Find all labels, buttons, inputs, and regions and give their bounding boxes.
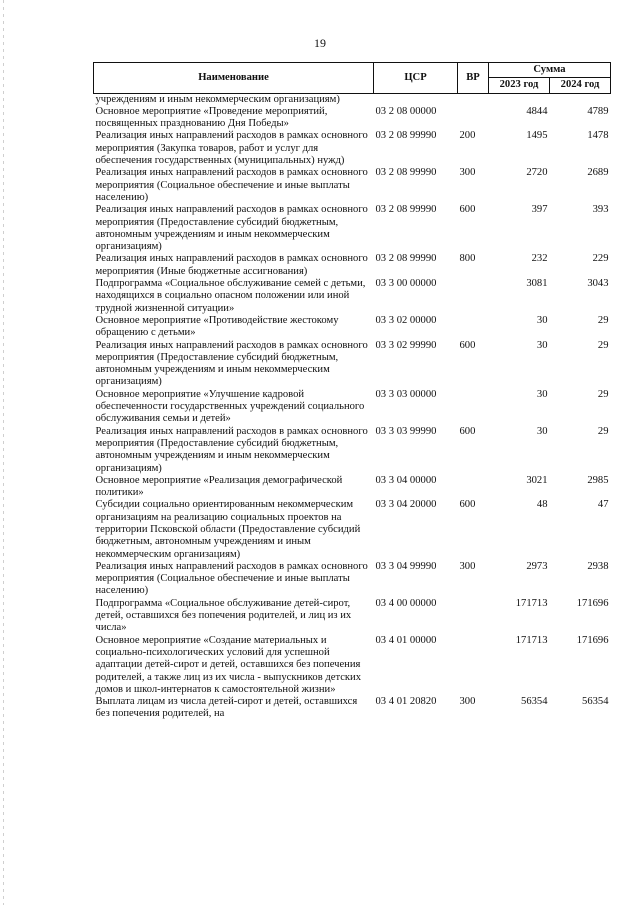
- row-amount-2024: 2985: [587, 474, 609, 486]
- table-row: [94, 315, 611, 340]
- row-csr: 03 3 02 00000: [375, 314, 437, 326]
- table-row: [94, 635, 611, 696]
- table-row: [94, 696, 611, 721]
- row-name: Подпрограмма «Социальное обслуживание семей с детьми, находящихся в социально опасном положении или иной трудной жизненной ситуации»: [95, 278, 366, 314]
- row-amount-2024: [550, 93, 611, 106]
- row-vr: [458, 635, 489, 696]
- row-name: Подпрограмма «Социальное обслуживание детей-сирот, детей, оставшихся без попечения родителей, и лиц из их числа»: [95, 597, 352, 634]
- table-body: [94, 93, 611, 721]
- row-vr: 300: [459, 696, 476, 708]
- row-csr: 03 4 01 00000: [375, 634, 437, 646]
- row-csr: 03 3 02 99990: [375, 339, 437, 351]
- row-vr: 600: [459, 425, 476, 437]
- table-row: [94, 130, 611, 167]
- row-amount-2024: 229: [592, 253, 609, 265]
- row-amount-2024: 393: [592, 204, 609, 216]
- row-amount-2023: 232: [531, 253, 548, 265]
- row-name: Субсидии социально ориентированным некоммерческим организациям на реализацию социальных проектов на территории Псковской области (Предоставление субсидий бюджетным, автономным учреждениям и иным некоммерческим организациям): [95, 499, 361, 560]
- row-csr: 03 4 01 20820: [375, 696, 437, 708]
- table-row: [94, 389, 611, 426]
- row-vr: 800: [459, 253, 476, 265]
- header-year-2023: 2023 год: [489, 78, 550, 93]
- row-name: Основное мероприятие «Реализация демографической политики»: [95, 474, 343, 499]
- row-amount-2023: 171713: [515, 634, 548, 646]
- table-row: [94, 475, 611, 500]
- row-csr: 03 2 08 99990: [375, 253, 437, 265]
- header-name: Наименование: [94, 63, 374, 94]
- row-amount-2023: 4844: [526, 105, 548, 117]
- row-amount-2024: 4789: [587, 105, 609, 117]
- row-amount-2023: 56354: [521, 696, 548, 708]
- row-csr: 03 3 03 99990: [375, 425, 437, 437]
- row-vr: [458, 315, 489, 340]
- table-row: [94, 253, 611, 278]
- row-csr: 03 2 08 00000: [375, 105, 437, 117]
- row-amount-2023: 48: [536, 499, 548, 511]
- table-row: [94, 93, 611, 106]
- header-vr: ВР: [458, 63, 489, 94]
- row-amount-2024: 2689: [587, 167, 609, 179]
- row-name: Основное мероприятие «Противодействие жестокому обращению с детьми»: [95, 314, 339, 339]
- row-amount-2023: 30: [536, 388, 548, 400]
- row-csr: 03 2 08 99990: [375, 130, 437, 142]
- budget-table: [93, 62, 611, 721]
- row-amount-2024: 2938: [587, 560, 609, 572]
- row-vr: 300: [459, 167, 476, 179]
- row-amount-2024: 29: [597, 314, 609, 326]
- row-vr: 600: [459, 204, 476, 216]
- table-row: [94, 204, 611, 253]
- row-csr: 03 3 04 99990: [375, 560, 437, 572]
- row-vr: [458, 598, 489, 635]
- row-name: Реализация иных направлений расходов в рамках основного мероприятия (Предоставление субсидий бюджетным, автономным учреждениям и иным некоммерческим организациям): [95, 204, 368, 253]
- row-amount-2024: 29: [597, 425, 609, 437]
- table-row: [94, 598, 611, 635]
- row-amount-2024: 1478: [587, 130, 609, 142]
- row-amount-2024: 56354: [582, 696, 609, 708]
- row-csr: 03 2 08 99990: [375, 204, 437, 216]
- header-sum: Сумма: [489, 63, 611, 78]
- row-amount-2023: 30: [536, 314, 548, 326]
- row-amount-2023: 2973: [526, 560, 548, 572]
- row-amount-2024: 171696: [576, 597, 609, 609]
- row-amount-2024: 171696: [576, 634, 609, 646]
- row-name: Реализация иных направлений расходов в рамках основного мероприятия (Иные бюджетные ассигнования): [95, 253, 368, 277]
- header-csr: ЦСР: [374, 63, 458, 94]
- row-name: Реализация иных направлений расходов в рамках основного мероприятия (Предоставление субсидий бюджетным, автономным учреждениям и иным некоммерческим организациям): [95, 339, 368, 388]
- row-vr: [458, 278, 489, 315]
- row-csr: 03 3 03 00000: [375, 388, 437, 400]
- row-amount-2024: 3043: [587, 278, 609, 290]
- row-amount-2024: 47: [597, 499, 609, 511]
- row-csr: 03 3 04 00000: [375, 474, 437, 486]
- row-amount-2023: [489, 93, 550, 106]
- row-csr: [374, 93, 458, 106]
- row-vr: 300: [459, 560, 476, 572]
- table-row: [94, 106, 611, 131]
- row-name: Реализация иных направлений расходов в рамках основного мероприятия (Социальное обеспечение и иные выплаты населению): [95, 560, 368, 597]
- row-name: Основное мероприятие «Улучшение кадровой обеспеченности государственных учреждений социального обслуживания семьи и детей»: [95, 388, 365, 425]
- row-amount-2024: 29: [597, 388, 609, 400]
- row-amount-2023: 30: [536, 339, 548, 351]
- header-year-2024: 2024 год: [550, 78, 611, 93]
- row-csr: 03 2 08 99990: [375, 167, 437, 179]
- table-row: [94, 499, 611, 560]
- row-name: Реализация иных направлений расходов в рамках основного мероприятия (Предоставление субсидий бюджетным, автономным учреждениям и иным некоммерческим организациям): [95, 425, 368, 474]
- row-vr: [458, 93, 489, 106]
- row-amount-2024: 29: [597, 339, 609, 351]
- row-name: Реализация иных направлений расходов в рамках основного мероприятия (Социальное обеспечение и иные выплаты населению): [95, 167, 368, 203]
- row-name: Основное мероприятие «Проведение мероприятий, посвященных празднованию Дня Победы»: [95, 105, 328, 130]
- page-number: 19: [314, 36, 326, 50]
- row-vr: 600: [459, 339, 476, 351]
- row-name: Реализация иных направлений расходов в рамках основного мероприятия (Закупка товаров, работ и услуг для обеспечения государственных (муниципальных) нужд): [95, 130, 368, 167]
- row-amount-2023: 1495: [526, 130, 548, 142]
- table-row: [94, 561, 611, 598]
- row-amount-2023: 397: [531, 204, 548, 216]
- row-amount-2023: 3081: [526, 278, 548, 290]
- table-row: [94, 167, 611, 204]
- table-row: [94, 340, 611, 389]
- row-vr: [458, 389, 489, 426]
- row-csr: 03 4 00 00000: [375, 597, 437, 609]
- row-name: Основное мероприятие «Создание материальных и социально-психологических условий для успешной адаптации детей-сирот и детей, оставшихся без попечения родителей, а также лиц из их числа - выпускников детских домов и школ-интернатов к самостоятельной жизни»: [95, 634, 362, 695]
- row-vr: [458, 106, 489, 131]
- row-csr: 03 3 00 00000: [375, 278, 437, 290]
- row-amount-2023: 30: [536, 425, 548, 437]
- table-row: [94, 426, 611, 475]
- row-amount-2023: 171713: [515, 597, 548, 609]
- row-vr: [458, 475, 489, 500]
- row-name: учреждениям и иным некоммерческим организациям): [95, 93, 340, 105]
- row-amount-2023: 2720: [526, 167, 548, 179]
- row-vr: 600: [459, 499, 476, 511]
- page-edge-marks: [3, 0, 4, 905]
- row-vr: 200: [459, 130, 476, 142]
- row-name: Выплата лицам из числа детей-сирот и детей, оставшихся без попечения родителей, на: [95, 696, 358, 720]
- table-row: [94, 278, 611, 315]
- row-csr: 03 3 04 20000: [375, 499, 437, 511]
- row-amount-2023: 3021: [526, 474, 548, 486]
